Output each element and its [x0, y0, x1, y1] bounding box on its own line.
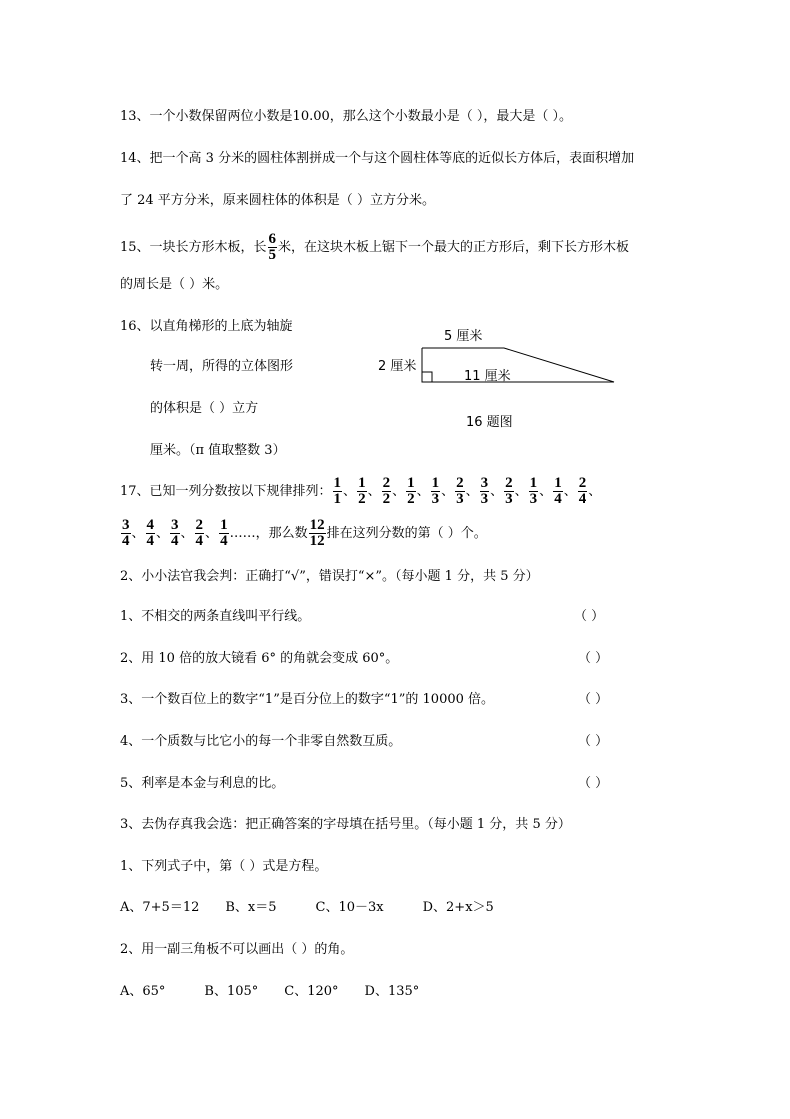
separator: 、: [205, 526, 219, 541]
q17-fraction: [504, 476, 514, 507]
q15-suffix: 米，在这块木板上锯下一个最大的正方形后，剩下长方形木板: [278, 240, 630, 255]
q17-fraction-num: 1: [220, 517, 228, 533]
q17-fraction: [195, 518, 205, 549]
separator: 、: [156, 526, 170, 541]
q17-fraction: [146, 518, 156, 549]
separator: 、: [131, 526, 145, 541]
q17-fraction-num: 2: [456, 475, 464, 491]
q15-prefix: 15、一块长方形木板，长: [120, 240, 267, 255]
q17-fraction: [170, 518, 180, 549]
q17-fraction-num: 3: [480, 475, 489, 491]
q17-fraction: [382, 476, 392, 507]
q17-fraction-num: 1: [333, 475, 342, 491]
fig-bottom-label: 11 厘米: [464, 369, 511, 384]
separator: 、: [180, 526, 194, 541]
q17-fractions-row2: [120, 517, 230, 549]
s2-item3-paren: （ ）: [578, 692, 609, 707]
separator: 、: [563, 484, 577, 499]
section3-title: 3、去伪存真我会选：把正确答案的字母填在括号里。（每小题 1 分，共 5 分）: [120, 817, 571, 832]
q17-fraction: [480, 476, 490, 507]
q17-fraction: [455, 476, 465, 507]
q17-fraction-den: 4: [122, 533, 130, 549]
q14-line2: 了 24 平方分米，原来圆柱体的体积是（ ）立方分米。: [120, 193, 435, 208]
q17-fraction-den: 4: [554, 491, 562, 507]
fig-top-label: 5 厘米: [444, 329, 483, 344]
q16-line1: 16、以直角梯形的上底为轴旋: [120, 319, 293, 334]
q17-fraction-num: 3: [171, 517, 179, 533]
q17-fraction-den: 3: [456, 491, 464, 507]
q17-target-num: 12: [309, 517, 325, 533]
q17-target-den: 12: [309, 533, 325, 549]
s2-item2: 2、用 10 倍的放大镜看 6° 的角就会变成 60°。: [120, 651, 399, 666]
separator: 、: [441, 484, 455, 499]
separator: 、: [514, 484, 528, 499]
separator: 、: [416, 484, 430, 499]
q17-fractions-row1: [332, 475, 602, 507]
s3-q1-options: A、7+5＝12 B、x＝5 C、10－3x D、2+x＞5: [120, 900, 494, 915]
s2-item3: 3、一个数百位上的数字“1”是百分位上的数字“1”的 10000 倍。: [120, 692, 495, 707]
q17-fraction-num: 4: [146, 517, 155, 533]
s2-item2-paren: （ ）: [578, 651, 609, 666]
q17-fraction-den: 4: [195, 533, 204, 549]
fig-caption: 16 题图: [466, 415, 513, 430]
q16-line4: 厘米。（π 值取整数 3）: [150, 443, 286, 458]
q17-fraction: [553, 476, 563, 507]
q16-line3: 的体积是（ ）立方: [150, 401, 259, 416]
separator: 、: [392, 484, 406, 499]
section2-title: 2、小小法官我会判：正确打“√”，错误打“×”。（每小题 1 分，共 5 分）: [120, 569, 539, 584]
q17-fraction-den: 3: [505, 491, 513, 507]
separator: 、: [465, 484, 479, 499]
q17-fraction-num: 1: [554, 475, 562, 491]
q17-fraction-den: 2: [382, 491, 391, 507]
q17-fraction: [333, 476, 343, 507]
separator: 、: [343, 484, 357, 499]
s2-item1: 1、不相交的两条直线叫平行线。: [120, 609, 311, 624]
q16-line2: 转一周，所得的立体图形: [150, 359, 294, 374]
q17-fraction-den: 4: [146, 533, 155, 549]
q17-ellipsis: ……，那么数: [229, 526, 308, 541]
q17-fraction-num: 2: [195, 517, 204, 533]
q15-fraction: [268, 232, 278, 263]
q17-prefix: 17、已知一列分数按以下规律排列：: [120, 484, 332, 499]
q17-fraction-den: 4: [578, 491, 587, 507]
q17-fraction-num: 1: [431, 475, 440, 491]
q17-fraction: [219, 518, 229, 549]
q14-line1: 14、把一个高 3 分米的圆柱体割拼成一个与这个圆柱体等底的近似长方体后，表面积增加: [120, 151, 635, 166]
s2-item5-paren: （ ）: [578, 776, 609, 791]
q17-fraction-num: 2: [382, 475, 391, 491]
q17-row1: [120, 476, 601, 507]
q17-row2: [120, 518, 487, 549]
q17-fraction: [121, 518, 131, 549]
q17-fraction-num: 1: [407, 475, 415, 491]
q17-fraction: [529, 476, 539, 507]
separator: 、: [490, 484, 504, 499]
q15-line1: [120, 232, 629, 263]
q17-fraction: [431, 476, 441, 507]
separator: 、: [367, 484, 381, 499]
s3-q2: 2、用一副三角板不可以画出（ ）的角。: [120, 942, 354, 957]
q17-fraction-den: 3: [480, 491, 489, 507]
q17-fraction: [578, 476, 588, 507]
q17-fraction-den: 4: [171, 533, 179, 549]
q17-fraction: [357, 476, 367, 507]
q17-fraction-den: 3: [529, 491, 538, 507]
fig-left-label: 2 厘米: [378, 359, 417, 374]
q17-fraction-den: 2: [407, 491, 415, 507]
q13-text: 13、一个小数保留两位小数是10.00，那么这个小数最小是（ ），最大是（ ）。: [120, 109, 573, 124]
trapezoid-shape: [422, 348, 614, 382]
s3-q2-options: A、65° B、105° C、120° D、135°: [120, 984, 420, 999]
q17-fraction-den: 4: [220, 533, 228, 549]
s2-item4: 4、一个质数与比它小的每一个非零自然数互质。: [120, 734, 402, 749]
q17-fraction-num: 1: [358, 475, 366, 491]
separator: 、: [539, 484, 553, 499]
q17-fraction-num: 2: [578, 475, 587, 491]
q17-fraction-den: 1: [333, 491, 342, 507]
right-angle-mark: [422, 372, 432, 382]
s2-item5: 5、利率是本金与利息的比。: [120, 776, 285, 791]
s3-q1: 1、下列式子中，第（ ）式是方程。: [120, 859, 328, 874]
q15-line2: 的周长是（ ）米。: [120, 277, 229, 292]
q17-target-fraction: [309, 518, 326, 549]
q15-num: 6: [268, 231, 277, 247]
q17-suffix: 排在这列分数的第（ ）个。: [326, 526, 487, 541]
q17-fraction-den: 2: [358, 491, 366, 507]
s2-item1-paren: （ ）: [574, 609, 605, 624]
q17-fraction-num: 3: [122, 517, 130, 533]
q17-fraction: [406, 476, 416, 507]
separator: 、: [588, 484, 602, 499]
q17-fraction-den: 3: [431, 491, 440, 507]
s2-item4-paren: （ ）: [578, 734, 609, 749]
q15-den: 5: [268, 247, 277, 263]
trapezoid-figure: [370, 322, 630, 434]
q17-fraction-num: 1: [529, 475, 538, 491]
q17-fraction-num: 2: [505, 475, 513, 491]
